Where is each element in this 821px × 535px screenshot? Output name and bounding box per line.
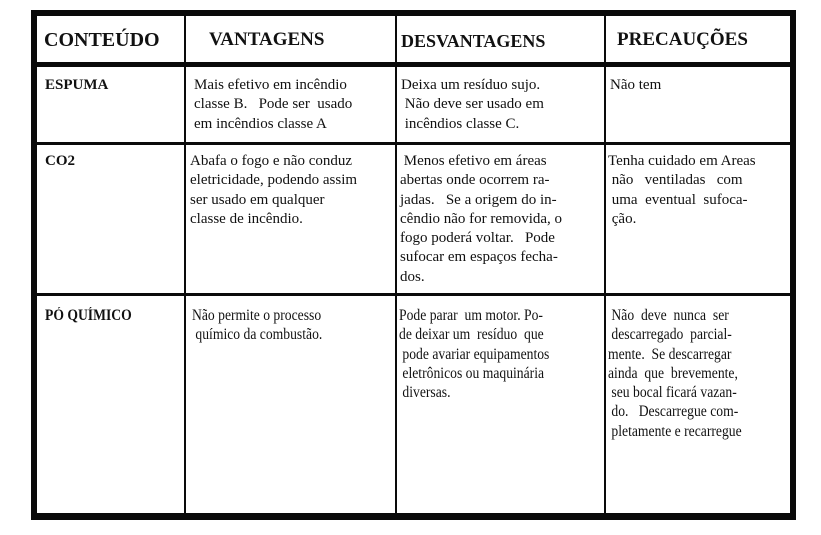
table-border-left <box>31 10 37 520</box>
header-divider <box>31 62 796 67</box>
cell-po-quimico-precaucoes: Não deve nunca ser descarregado parcial- mente. Se descarregar ainda que brevemente, seu bocal ficará vazan- do. Descarregue com- pletamente e recarregue <box>608 307 742 440</box>
cell-co2-precaucoes: Tenha cuidado em Areas não ventiladas com uma eventual sufoca- ção. <box>608 153 756 227</box>
cell-espuma-vantagens: Mais efetivo em incêndio classe B. Pode ser usado em incêndios classe A <box>194 77 353 132</box>
column-divider <box>184 10 186 520</box>
cell-espuma-precaucoes: Não tem <box>610 77 662 93</box>
header-vantagens: VANTAGENS <box>209 29 325 50</box>
header-precaucoes: PRECAUÇÕES <box>617 29 748 50</box>
row-divider <box>31 293 796 296</box>
table-border-bottom <box>31 513 796 520</box>
row-divider <box>31 142 796 145</box>
row-label-po-quimico: PÓ QUÍMICO <box>45 307 132 324</box>
cell-po-quimico-desvantagens: Pode parar um motor. Po- de deixar um resíduo que pode avariar equipamentos eletrônicos ou maquinária diversas. <box>399 307 550 402</box>
cell-co2-vantagens: Abafa o fogo e não conduz eletricidade, podendo assim ser usado em qualquer classe de incêndio. <box>190 153 358 227</box>
cell-espuma-desvantagens: Deixa um resíduo sujo. Não deve ser usado em incêndios classe C. <box>401 77 544 132</box>
column-divider <box>395 10 397 520</box>
cell-po-quimico-vantagens: Não permite o processo químico da combustão. <box>192 307 323 344</box>
table-border-right <box>790 10 796 520</box>
cell-co2-desvantagens: Menos efetivo em áreas abertas onde ocorrem ra- jadas. Se a origem do in- cêndio não for removida, o fogo poderá voltar. Pode sufocar em espaços fecha- dos. <box>400 153 563 285</box>
header-conteudo: CONTEÚDO <box>44 29 160 51</box>
column-divider <box>604 10 606 520</box>
table-border-top <box>31 10 796 16</box>
header-desvantagens: DESVANTAGENS <box>401 31 546 51</box>
row-label-espuma: ESPUMA <box>45 77 109 93</box>
row-label-co2: CO2 <box>45 153 75 169</box>
